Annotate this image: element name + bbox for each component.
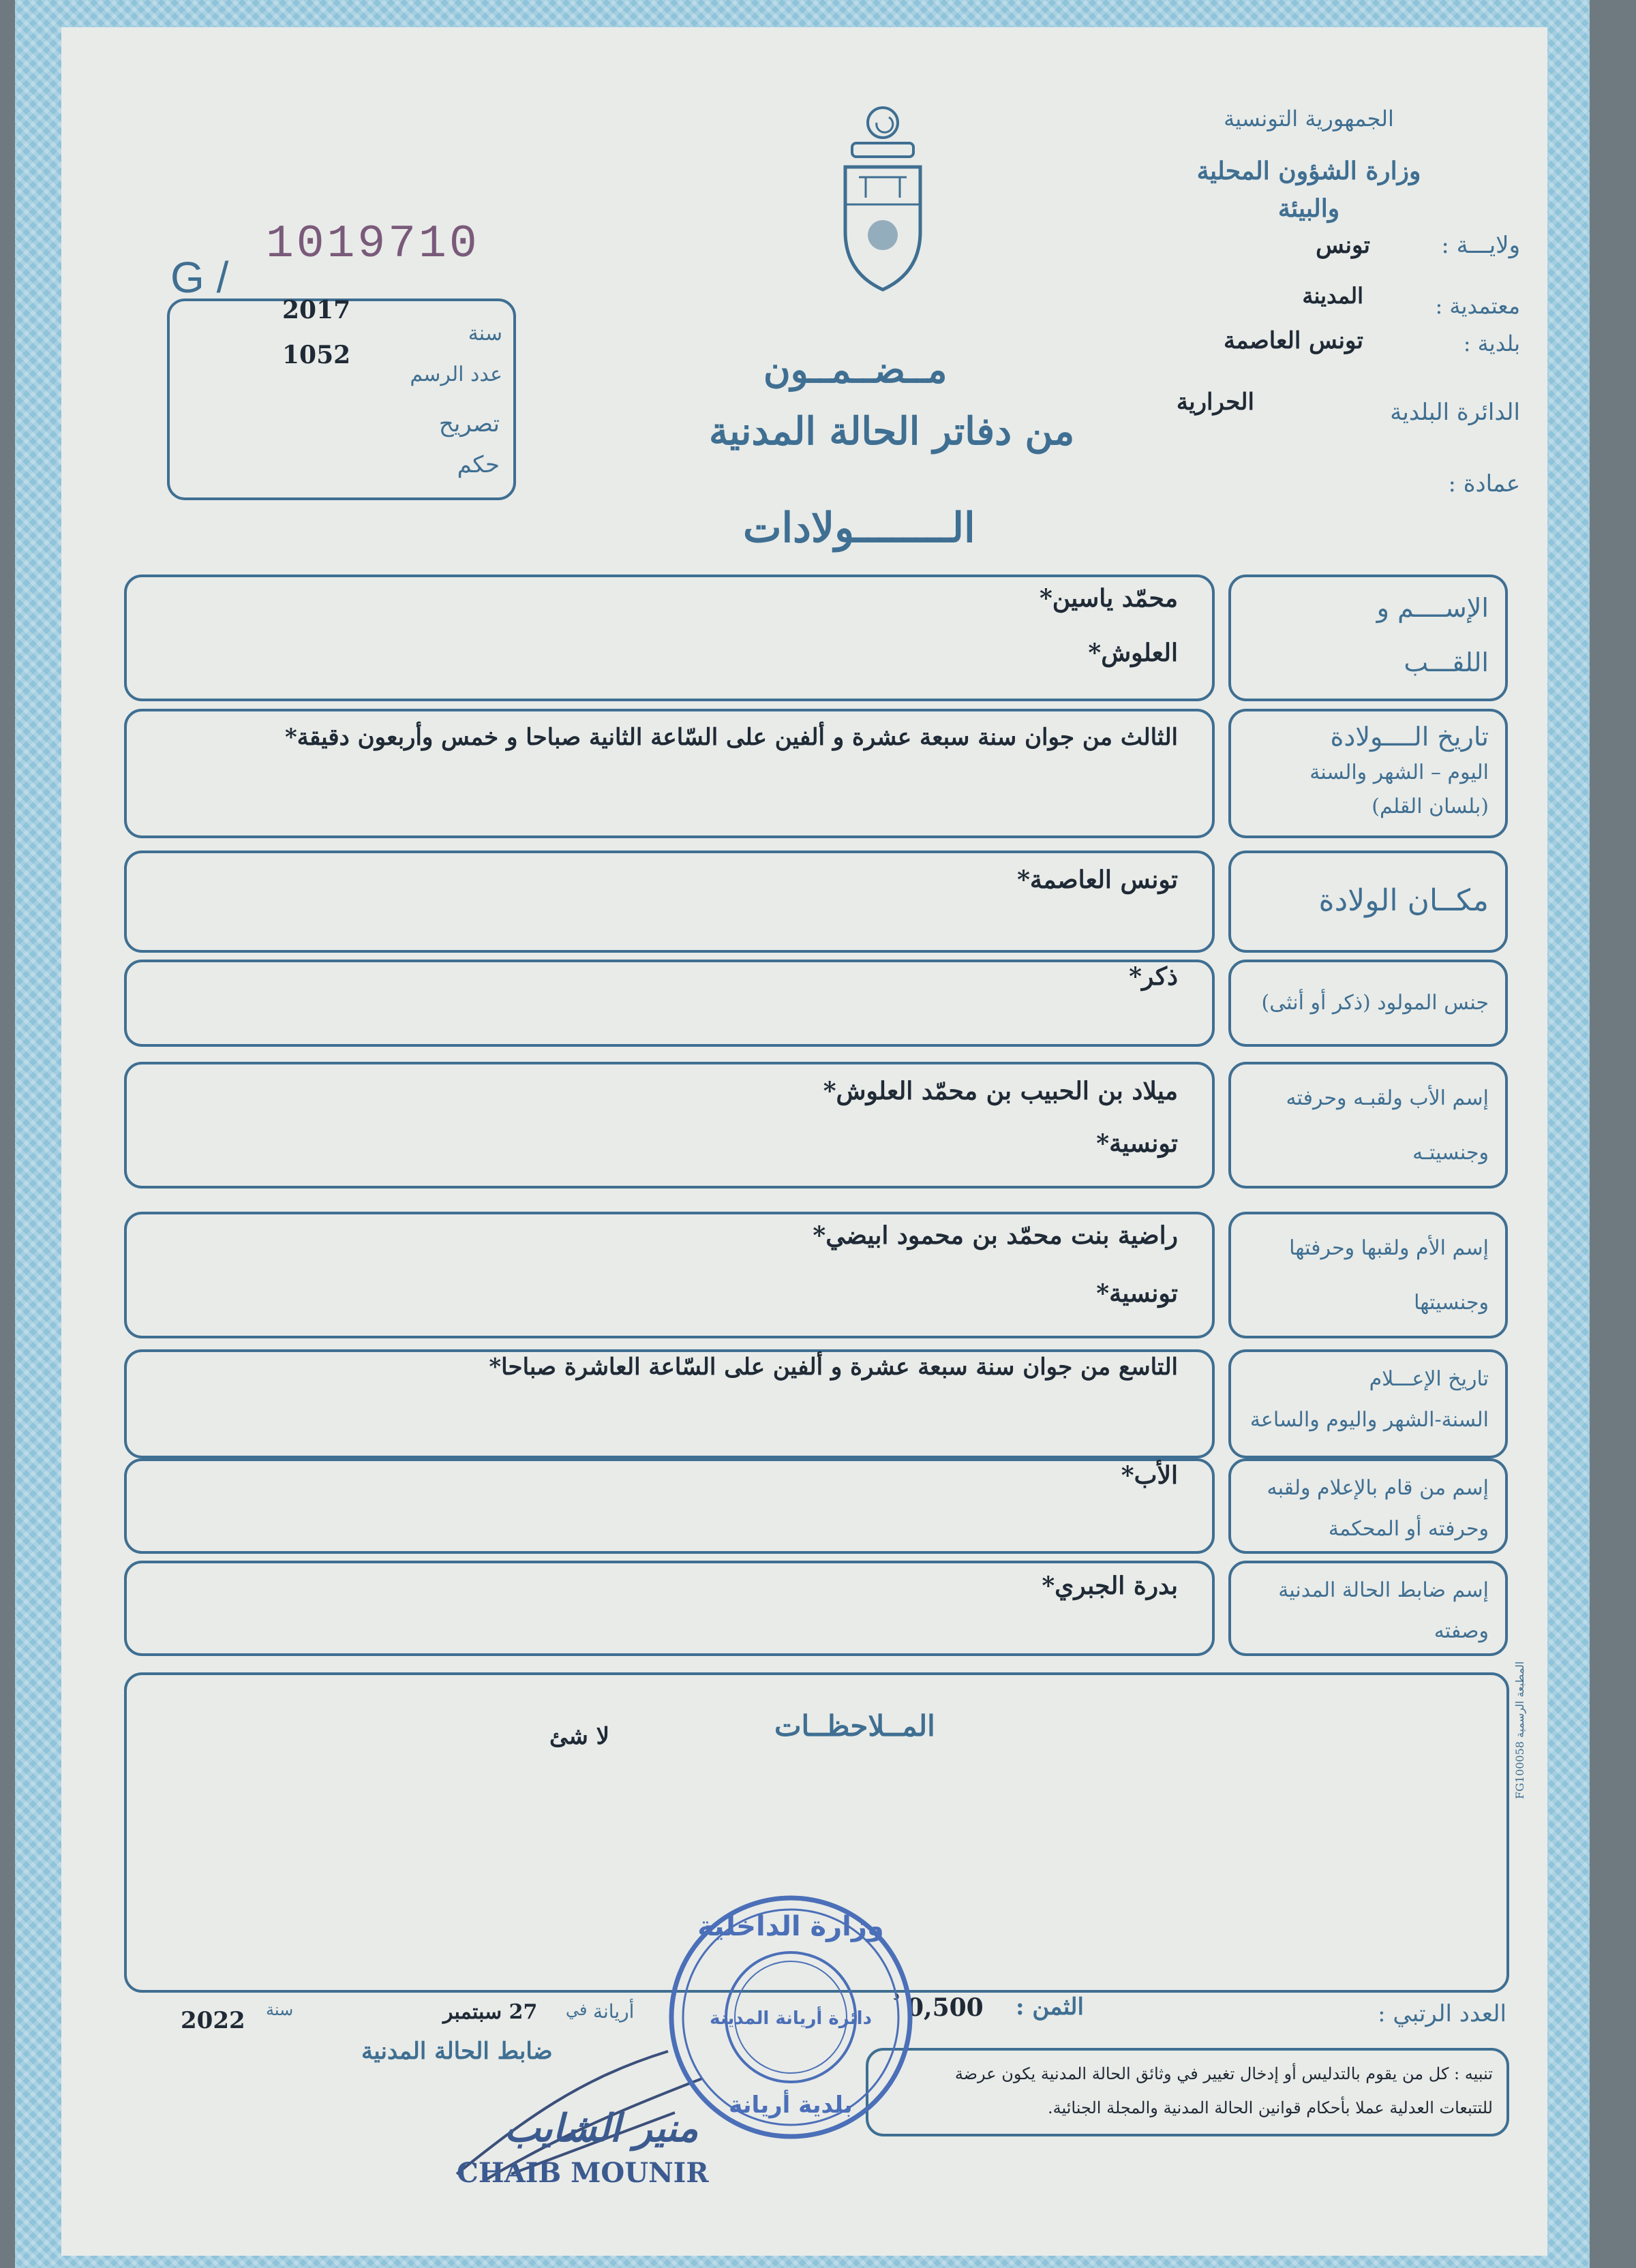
- row-declarant-value-box: [124, 1458, 1215, 1554]
- warning-box: [866, 2048, 1509, 2136]
- mother-label: إسم الأم ولقبها وحرفتها: [1289, 1236, 1489, 1260]
- serial-prefix: G /: [170, 253, 229, 302]
- warning-line1: تنبيه : كل من يقوم بالتدليس أو إدخال تغيير في وثائق الحالة المدنية يكون عرضة: [954, 2064, 1493, 2083]
- mother-nationality-value: تونسية*: [1096, 1279, 1178, 1308]
- birthplace-label: مكــان الولادة: [1318, 883, 1489, 918]
- name-value: محمّد ياسين*: [1039, 584, 1178, 613]
- birthdate-note: (بلسان القلم): [1372, 795, 1489, 818]
- row-declarant-label-box: [1228, 1458, 1508, 1554]
- price-label: الثمن :: [1016, 1993, 1084, 2021]
- reg-number-label: عدد الرسم: [410, 363, 502, 386]
- issue-place: أريانة: [593, 2000, 635, 2023]
- delegation-label: معتمدية :: [1435, 293, 1520, 319]
- title-line2: من دفاتر الحالة المدنية: [709, 409, 1075, 454]
- section-title: الــــــــولادات: [743, 504, 975, 552]
- official-stamp-icon: [661, 1888, 920, 2147]
- reg-judgment-label: حكم: [457, 451, 500, 478]
- year-label: سنة: [266, 2000, 294, 2019]
- birthdate-sublabel: اليوم – الشهر والسنة: [1309, 761, 1489, 784]
- father-label: إسم الأب ولقبـه وحرفته: [1286, 1086, 1489, 1110]
- officer-value: بدرة الجبري*: [1042, 1572, 1178, 1600]
- price-currency: د: [893, 1987, 900, 2004]
- row-officer-value-box: [124, 1561, 1215, 1656]
- remarks-value: لا شئ: [549, 1723, 610, 1750]
- declaration-date-label: تاريخ الإعـــلام: [1369, 1367, 1489, 1391]
- ministry-line1: وزارة الشؤون المحلية: [1196, 157, 1421, 185]
- wilaya-value: تونس: [1316, 232, 1370, 259]
- document-border: [15, 0, 1590, 2268]
- warning-line2: للتتبعات العدلية عملا بأحكام قوانين الحالة المدنية والمجلة الجنائية.: [1048, 2098, 1493, 2117]
- mother-nationality-label: وجنسيتها: [1414, 1291, 1489, 1315]
- row-mother-value-box: [124, 1212, 1215, 1338]
- birthdate-label: تاريخ الــــولادة: [1330, 722, 1489, 752]
- title-line1: مــضــمــون: [763, 348, 948, 391]
- surname-value: العلوش*: [1088, 639, 1178, 667]
- row-gender-label-box: [1228, 960, 1508, 1047]
- row-father-label-box: [1228, 1062, 1508, 1189]
- birthdate-value: الثالث من جوان سنة سبعة عشرة و ألفين على السّاعة الثانية صباحا و خمس وأربعون دقيقة*: [284, 724, 1178, 751]
- district-label: الدائرة البلدية: [1390, 399, 1520, 426]
- price-value: 0,500: [907, 1993, 984, 2022]
- date-prefix: في: [566, 2000, 588, 2019]
- municipality-value: تونس العاصمة: [1224, 327, 1363, 354]
- father-nationality-label: وجنسيتـه: [1412, 1141, 1489, 1165]
- ministry-line2: والبيئة: [1277, 194, 1340, 223]
- issue-year: 2022: [181, 2007, 245, 2034]
- row-name-label-box: [1228, 574, 1508, 701]
- printer-code: المطبعة الرسمية FG100058: [1513, 1661, 1526, 1799]
- declarant-sublabel: وحرفته أو المحكمة: [1328, 1517, 1489, 1541]
- district-value: الحرارية: [1176, 388, 1254, 416]
- birthplace-value: تونس العاصمة*: [1017, 865, 1178, 894]
- surname-label: اللقـــب: [1404, 647, 1489, 677]
- reg-year-label: سنة: [468, 322, 502, 346]
- mother-value: راضية بنت محمّد بن محمود ابيضي*: [813, 1221, 1178, 1250]
- row-name-value-box: [124, 574, 1215, 701]
- row-declaration-date-value-box: [124, 1349, 1215, 1458]
- stamp-bottom-text: بلدية أريانة: [729, 2091, 853, 2119]
- declarant-value: الأب*: [1121, 1461, 1178, 1490]
- father-nationality-value: تونسية*: [1096, 1129, 1178, 1158]
- delegation-value: المدينة: [1302, 283, 1363, 309]
- row-gender-value-box: [124, 960, 1215, 1047]
- gender-value: ذكر*: [1129, 962, 1178, 991]
- declaration-date-value: التاسع من جوان سنة سبعة عشرة و ألفين على السّاعة العاشرة صباحا*: [489, 1353, 1178, 1381]
- declaration-date-sublabel: السنة-الشهر واليوم والساعة: [1249, 1408, 1489, 1432]
- stamp-inner-text: دائرة أريانة المدينة: [710, 2008, 872, 2029]
- reg-number-value: 1052: [282, 341, 351, 369]
- officer-title: ضابط الحالة المدنية: [361, 2038, 553, 2065]
- document-sheet: [61, 27, 1547, 2256]
- row-birthdate-label-box: [1228, 709, 1508, 838]
- row-officer-label-box: [1228, 1561, 1508, 1656]
- officer-label: إسم ضابط الحالة المدنية: [1278, 1578, 1489, 1602]
- row-birthplace-value-box: [124, 850, 1215, 953]
- imada-label: عمادة :: [1448, 470, 1520, 497]
- row-birthplace-label-box: [1228, 850, 1508, 953]
- row-father-value-box: [124, 1062, 1215, 1189]
- declarant-label: إسم من قام بالإعلام ولقبه: [1267, 1476, 1489, 1500]
- registration-box: [167, 298, 516, 500]
- father-value: ميلاد بن الحبيب بن محمّد العلوش*: [823, 1077, 1178, 1105]
- officer-sublabel: وصفته: [1434, 1619, 1489, 1643]
- name-label: الإســــم و: [1376, 593, 1489, 623]
- municipality-label: بلدية :: [1463, 331, 1520, 356]
- stamp-outer-text: وزارة الداخلية: [697, 1911, 884, 1942]
- serial-number: 1019710: [266, 218, 480, 271]
- officer-signature-ar: منير الشايب: [504, 2106, 699, 2151]
- row-mother-label-box: [1228, 1212, 1508, 1338]
- gender-label: جنس المولود (ذكر أو أنثى): [1261, 991, 1489, 1015]
- coat-of-arms-icon: [832, 102, 934, 300]
- issue-date: 27 سبتمبر: [443, 2000, 538, 2024]
- republic-label: الجمهورية التونسية: [1224, 106, 1394, 132]
- remarks-label: المــلاحظــات: [774, 1709, 935, 1743]
- row-declaration-date-label-box: [1228, 1349, 1508, 1458]
- wilaya-label: ولايـــة :: [1441, 232, 1520, 259]
- reg-year-value: 2017: [282, 296, 351, 324]
- serial-number-label: العدد الرتبي :: [1378, 2000, 1506, 2027]
- reg-declaration-label: تصريح: [438, 410, 500, 438]
- officer-name-latin: CHAIB MOUNIR: [457, 2157, 709, 2189]
- row-birthdate-value-box: [124, 709, 1215, 838]
